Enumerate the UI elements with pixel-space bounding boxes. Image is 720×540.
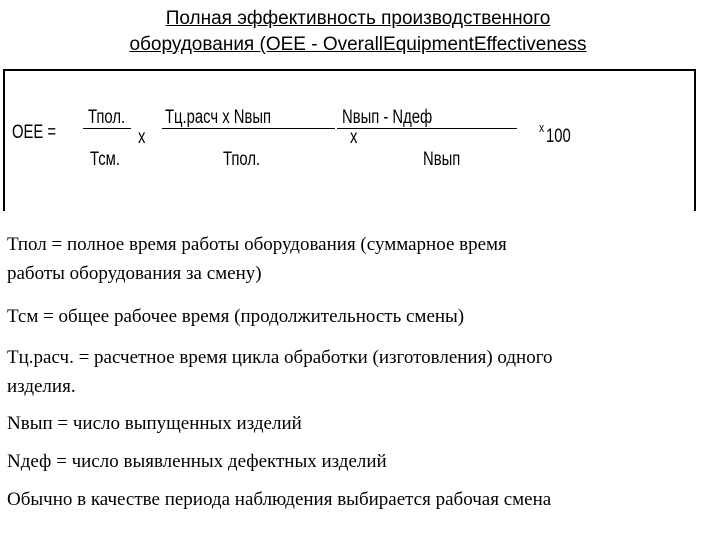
title-line-2: оборудования (OEE - OverallEquipmentEffectiveness [129, 34, 587, 55]
definition-line: Обычно в качестве периода наблюдения выбирается рабочая смена [7, 489, 552, 510]
definition-line: Тц.расч. = расчетное время цикла обработки (изготовления) одного [7, 347, 553, 368]
multiply-sign-3: x [539, 120, 545, 135]
formula-lhs: OEE = [12, 122, 57, 143]
oee-formula-box [3, 69, 696, 211]
definition-line: Тпол = полное время работы оборудования (суммарное время [7, 234, 507, 255]
definition-line: Nдеф = число выявленных дефектных изделий [7, 451, 387, 472]
multiply-sign-2: x [350, 127, 358, 148]
fraction-1-denominator: Тсм. [90, 149, 120, 170]
formula-hundred: 100 [546, 126, 571, 147]
fraction-3-numerator: Nвып - Nдеф [342, 107, 433, 128]
fraction-1-line [83, 128, 131, 129]
title-line-1: Полная эффективность производственного [165, 8, 551, 29]
fraction-2-line [162, 128, 335, 129]
definition-line: изделия. [7, 376, 76, 397]
definition-line: работы оборудования за смену) [7, 263, 262, 284]
definition-line: Тсм = общее рабочее время (продолжительность смены) [7, 306, 465, 327]
fraction-3-denominator: Nвып [423, 149, 461, 170]
fraction-1-numerator: Тпол. [88, 107, 126, 128]
definition-line: Nвып = число выпущенных изделий [7, 413, 302, 434]
multiply-sign-1: x [138, 127, 146, 148]
fraction-3-line [337, 128, 517, 129]
fraction-2-denominator: Тпол. [223, 149, 261, 170]
fraction-2-numerator: Тц.расч x Nвып [165, 107, 272, 128]
